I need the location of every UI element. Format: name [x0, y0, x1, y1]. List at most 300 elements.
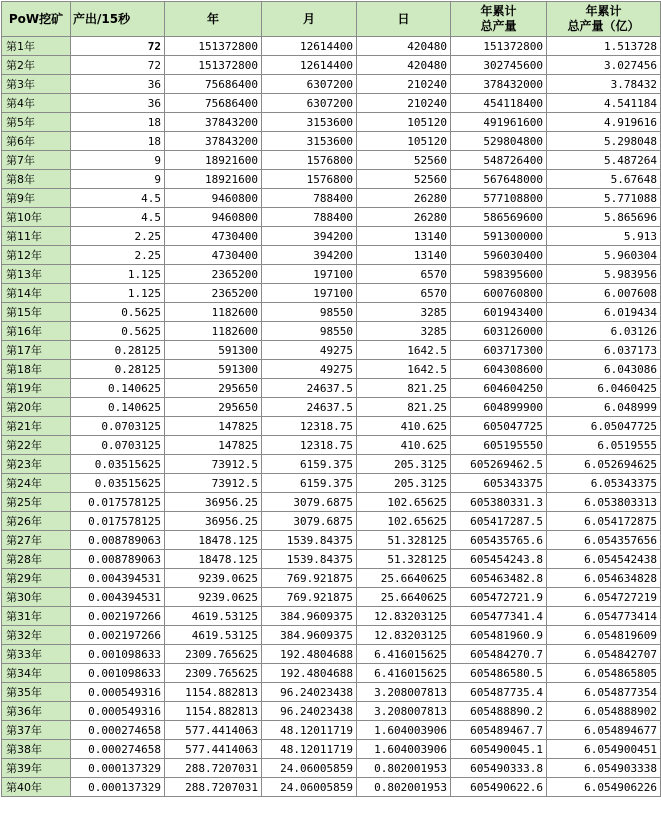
monthly-output-cell: 24637.5 — [262, 398, 357, 417]
output-per-15s-cell: 9 — [71, 151, 165, 170]
output-per-15s-cell: 0.004394531 — [71, 588, 165, 607]
daily-output-cell: 102.65625 — [357, 512, 451, 531]
cumulative-total-yi-cell: 6.0460425 — [547, 379, 661, 398]
daily-output-cell: 26280 — [357, 208, 451, 227]
header-month: 月 — [262, 2, 357, 37]
yearly-output-cell: 18921600 — [165, 170, 262, 189]
table-row — [2, 588, 661, 607]
cumulative-total-cell: 605490622.6 — [451, 778, 547, 797]
cumulative-total-yi-cell: 6.054727219 — [547, 588, 661, 607]
cumulative-total-cell: 598395600 — [451, 265, 547, 284]
cumulative-total-yi-cell: 5.960304 — [547, 246, 661, 265]
daily-output-cell: 105120 — [357, 132, 451, 151]
cumulative-total-cell: 603717300 — [451, 341, 547, 360]
cumulative-total-yi-cell: 5.913 — [547, 227, 661, 246]
cumulative-total-cell: 601943400 — [451, 303, 547, 322]
output-per-15s-cell: 0.000274658 — [71, 740, 165, 759]
cumulative-total-cell: 605488890.2 — [451, 702, 547, 721]
yearly-output-cell: 18921600 — [165, 151, 262, 170]
cumulative-total-yi-cell: 6.054894677 — [547, 721, 661, 740]
cumulative-total-cell: 605489467.7 — [451, 721, 547, 740]
yearly-output-cell: 591300 — [165, 341, 262, 360]
output-per-15s-cell: 2.25 — [71, 227, 165, 246]
output-per-15s-cell: 0.008789063 — [71, 550, 165, 569]
year-label-cell: 第32年 — [2, 626, 71, 645]
daily-output-cell: 3285 — [357, 322, 451, 341]
output-per-15s-cell: 0.28125 — [71, 341, 165, 360]
year-label-cell: 第37年 — [2, 721, 71, 740]
header-year: 年 — [165, 2, 262, 37]
daily-output-cell: 1.604003906 — [357, 740, 451, 759]
cumulative-total-cell: 586569600 — [451, 208, 547, 227]
daily-output-cell: 13140 — [357, 227, 451, 246]
table-header — [2, 2, 661, 37]
year-label-cell: 第7年 — [2, 151, 71, 170]
output-per-15s-cell: 0.0703125 — [71, 417, 165, 436]
monthly-output-cell: 3079.6875 — [262, 493, 357, 512]
table-row — [2, 550, 661, 569]
output-per-15s-cell: 72 — [71, 37, 165, 56]
cumulative-total-cell: 605477341.4 — [451, 607, 547, 626]
cumulative-total-yi-cell: 4.919616 — [547, 113, 661, 132]
daily-output-cell: 420480 — [357, 37, 451, 56]
daily-output-cell: 6.416015625 — [357, 645, 451, 664]
daily-output-cell: 105120 — [357, 113, 451, 132]
table-row — [2, 360, 661, 379]
daily-output-cell: 3.208007813 — [357, 702, 451, 721]
year-label-cell: 第3年 — [2, 75, 71, 94]
monthly-output-cell: 788400 — [262, 208, 357, 227]
year-label-cell: 第36年 — [2, 702, 71, 721]
daily-output-cell: 821.25 — [357, 379, 451, 398]
monthly-output-cell: 197100 — [262, 284, 357, 303]
table-row — [2, 493, 661, 512]
daily-output-cell: 1.604003906 — [357, 721, 451, 740]
monthly-output-cell: 24637.5 — [262, 379, 357, 398]
daily-output-cell: 52560 — [357, 170, 451, 189]
monthly-output-cell: 3153600 — [262, 113, 357, 132]
year-label-cell: 第11年 — [2, 227, 71, 246]
table-row — [2, 284, 661, 303]
table-row — [2, 227, 661, 246]
output-per-15s-cell: 36 — [71, 75, 165, 94]
yearly-output-cell: 1182600 — [165, 322, 262, 341]
monthly-output-cell: 769.921875 — [262, 588, 357, 607]
year-label-cell: 第18年 — [2, 360, 71, 379]
cumulative-total-cell: 605380331.3 — [451, 493, 547, 512]
output-per-15s-cell: 0.002197266 — [71, 607, 165, 626]
table-row — [2, 189, 661, 208]
year-label-cell: 第13年 — [2, 265, 71, 284]
cumulative-total-yi-cell: 5.487264 — [547, 151, 661, 170]
output-per-15s-cell: 0.002197266 — [71, 626, 165, 645]
table-row — [2, 170, 661, 189]
year-label-cell: 第12年 — [2, 246, 71, 265]
year-label-cell: 第9年 — [2, 189, 71, 208]
monthly-output-cell: 24.06005859 — [262, 759, 357, 778]
year-label-cell: 第21年 — [2, 417, 71, 436]
yearly-output-cell: 2365200 — [165, 265, 262, 284]
output-per-15s-cell: 4.5 — [71, 208, 165, 227]
table-row — [2, 379, 661, 398]
yearly-output-cell: 577.4414063 — [165, 721, 262, 740]
output-per-15s-cell: 0.5625 — [71, 322, 165, 341]
yearly-output-cell: 295650 — [165, 398, 262, 417]
cumulative-total-cell: 567648000 — [451, 170, 547, 189]
header-cumulative-yi-line2: 总产量（亿） — [567, 19, 640, 33]
daily-output-cell: 205.3125 — [357, 455, 451, 474]
monthly-output-cell: 6307200 — [262, 75, 357, 94]
cumulative-total-cell: 491961600 — [451, 113, 547, 132]
year-label-cell: 第35年 — [2, 683, 71, 702]
year-label-cell: 第10年 — [2, 208, 71, 227]
cumulative-total-cell: 603126000 — [451, 322, 547, 341]
table-row — [2, 721, 661, 740]
pow-mining-table — [1, 1, 661, 797]
table-row — [2, 569, 661, 588]
cumulative-total-cell: 604899900 — [451, 398, 547, 417]
cumulative-total-cell: 605454243.8 — [451, 550, 547, 569]
monthly-output-cell: 6159.375 — [262, 455, 357, 474]
table-row — [2, 626, 661, 645]
yearly-output-cell: 36956.25 — [165, 512, 262, 531]
table-row — [2, 398, 661, 417]
yearly-output-cell: 75686400 — [165, 75, 262, 94]
monthly-output-cell: 49275 — [262, 341, 357, 360]
cumulative-total-yi-cell: 5.983956 — [547, 265, 661, 284]
daily-output-cell: 3.208007813 — [357, 683, 451, 702]
table-row — [2, 56, 661, 75]
output-per-15s-cell: 0.140625 — [71, 379, 165, 398]
cumulative-total-yi-cell: 6.054865805 — [547, 664, 661, 683]
table-row — [2, 341, 661, 360]
yearly-output-cell: 18478.125 — [165, 531, 262, 550]
daily-output-cell: 25.6640625 — [357, 569, 451, 588]
output-per-15s-cell: 1.125 — [71, 265, 165, 284]
cumulative-total-yi-cell: 6.054819609 — [547, 626, 661, 645]
header-cumulative-line2: 总产量 — [480, 19, 517, 33]
monthly-output-cell: 12614400 — [262, 56, 357, 75]
cumulative-total-cell: 605195550 — [451, 436, 547, 455]
cumulative-total-yi-cell: 6.05343375 — [547, 474, 661, 493]
monthly-output-cell: 24.06005859 — [262, 778, 357, 797]
yearly-output-cell: 75686400 — [165, 94, 262, 113]
output-per-15s-cell: 0.28125 — [71, 360, 165, 379]
output-per-15s-cell: 0.001098633 — [71, 664, 165, 683]
table-row — [2, 531, 661, 550]
cumulative-total-cell: 600760800 — [451, 284, 547, 303]
daily-output-cell: 12.83203125 — [357, 607, 451, 626]
yearly-output-cell: 577.4414063 — [165, 740, 262, 759]
output-per-15s-cell: 36 — [71, 94, 165, 113]
cumulative-total-yi-cell: 6.054903338 — [547, 759, 661, 778]
daily-output-cell: 205.3125 — [357, 474, 451, 493]
table-row — [2, 512, 661, 531]
output-per-15s-cell: 72 — [71, 56, 165, 75]
year-label-cell: 第34年 — [2, 664, 71, 683]
cumulative-total-cell: 454118400 — [451, 94, 547, 113]
yearly-output-cell: 1154.882813 — [165, 702, 262, 721]
output-per-15s-cell: 9 — [71, 170, 165, 189]
output-per-15s-cell: 1.125 — [71, 284, 165, 303]
header-cumulative-yi-line1: 年累计 — [585, 4, 622, 18]
year-label-cell: 第25年 — [2, 493, 71, 512]
year-label-cell: 第38年 — [2, 740, 71, 759]
daily-output-cell: 12.83203125 — [357, 626, 451, 645]
table-row — [2, 474, 661, 493]
yearly-output-cell: 9460800 — [165, 189, 262, 208]
cumulative-total-cell: 605486580.5 — [451, 664, 547, 683]
year-label-cell: 第5年 — [2, 113, 71, 132]
monthly-output-cell: 6307200 — [262, 94, 357, 113]
monthly-output-cell: 98550 — [262, 322, 357, 341]
daily-output-cell: 0.802001953 — [357, 778, 451, 797]
daily-output-cell: 210240 — [357, 75, 451, 94]
daily-output-cell: 6570 — [357, 265, 451, 284]
cumulative-total-cell: 605490333.8 — [451, 759, 547, 778]
year-label-cell: 第26年 — [2, 512, 71, 531]
cumulative-total-yi-cell: 6.03126 — [547, 322, 661, 341]
cumulative-total-yi-cell: 6.054542438 — [547, 550, 661, 569]
cumulative-total-cell: 605481960.9 — [451, 626, 547, 645]
header-day: 日 — [357, 2, 451, 37]
cumulative-total-cell: 604604250 — [451, 379, 547, 398]
cumulative-total-cell: 605484270.7 — [451, 645, 547, 664]
table-row — [2, 645, 661, 664]
monthly-output-cell: 12614400 — [262, 37, 357, 56]
daily-output-cell: 3285 — [357, 303, 451, 322]
cumulative-total-yi-cell: 6.052694625 — [547, 455, 661, 474]
table-row — [2, 132, 661, 151]
yearly-output-cell: 288.7207031 — [165, 778, 262, 797]
yearly-output-cell: 591300 — [165, 360, 262, 379]
cumulative-total-cell: 605047725 — [451, 417, 547, 436]
table-row — [2, 664, 661, 683]
daily-output-cell: 52560 — [357, 151, 451, 170]
cumulative-total-yi-cell: 6.019434 — [547, 303, 661, 322]
yearly-output-cell: 36956.25 — [165, 493, 262, 512]
daily-output-cell: 0.802001953 — [357, 759, 451, 778]
year-label-cell: 第8年 — [2, 170, 71, 189]
cumulative-total-cell: 605472721.9 — [451, 588, 547, 607]
yearly-output-cell: 2365200 — [165, 284, 262, 303]
monthly-output-cell: 49275 — [262, 360, 357, 379]
cumulative-total-cell: 605343375 — [451, 474, 547, 493]
table-row — [2, 607, 661, 626]
monthly-output-cell: 96.24023438 — [262, 702, 357, 721]
cumulative-total-cell: 591300000 — [451, 227, 547, 246]
year-label-cell: 第2年 — [2, 56, 71, 75]
header-cumulative-line1: 年累计 — [480, 4, 517, 18]
yearly-output-cell: 18478.125 — [165, 550, 262, 569]
cumulative-total-yi-cell: 3.78432 — [547, 75, 661, 94]
year-label-cell: 第1年 — [2, 37, 71, 56]
cumulative-total-yi-cell: 6.043086 — [547, 360, 661, 379]
daily-output-cell: 1642.5 — [357, 360, 451, 379]
output-per-15s-cell: 0.140625 — [71, 398, 165, 417]
year-label-cell: 第33年 — [2, 645, 71, 664]
monthly-output-cell: 788400 — [262, 189, 357, 208]
yearly-output-cell: 73912.5 — [165, 455, 262, 474]
output-per-15s-cell: 0.017578125 — [71, 493, 165, 512]
table-row — [2, 455, 661, 474]
output-per-15s-cell: 0.000549316 — [71, 683, 165, 702]
monthly-output-cell: 192.4804688 — [262, 645, 357, 664]
daily-output-cell: 26280 — [357, 189, 451, 208]
yearly-output-cell: 2309.765625 — [165, 645, 262, 664]
cumulative-total-yi-cell: 5.865696 — [547, 208, 661, 227]
daily-output-cell: 51.328125 — [357, 531, 451, 550]
monthly-output-cell: 197100 — [262, 265, 357, 284]
monthly-output-cell: 1576800 — [262, 151, 357, 170]
year-label-cell: 第22年 — [2, 436, 71, 455]
year-label-cell: 第17年 — [2, 341, 71, 360]
cumulative-total-cell: 529804800 — [451, 132, 547, 151]
yearly-output-cell: 9239.0625 — [165, 569, 262, 588]
table-row — [2, 778, 661, 797]
year-label-cell: 第40年 — [2, 778, 71, 797]
output-per-15s-cell: 18 — [71, 132, 165, 151]
daily-output-cell: 6.416015625 — [357, 664, 451, 683]
year-label-cell: 第15年 — [2, 303, 71, 322]
yearly-output-cell: 1154.882813 — [165, 683, 262, 702]
monthly-output-cell: 48.12011719 — [262, 721, 357, 740]
header-cumulative-total-yi — [547, 2, 661, 37]
year-label-cell: 第24年 — [2, 474, 71, 493]
monthly-output-cell: 192.4804688 — [262, 664, 357, 683]
monthly-output-cell: 48.12011719 — [262, 740, 357, 759]
table-row — [2, 759, 661, 778]
year-label-cell: 第14年 — [2, 284, 71, 303]
cumulative-total-yi-cell: 6.054773414 — [547, 607, 661, 626]
cumulative-total-yi-cell: 6.048999 — [547, 398, 661, 417]
cumulative-total-cell: 302745600 — [451, 56, 547, 75]
monthly-output-cell: 6159.375 — [262, 474, 357, 493]
yearly-output-cell: 73912.5 — [165, 474, 262, 493]
year-label-cell: 第39年 — [2, 759, 71, 778]
cumulative-total-yi-cell: 6.054888902 — [547, 702, 661, 721]
table-body — [2, 37, 661, 797]
table-row — [2, 208, 661, 227]
table-row — [2, 702, 661, 721]
output-per-15s-cell: 0.03515625 — [71, 474, 165, 493]
output-per-15s-cell: 0.000137329 — [71, 759, 165, 778]
cumulative-total-cell: 596030400 — [451, 246, 547, 265]
cumulative-total-cell: 151372800 — [451, 37, 547, 56]
header-row — [2, 2, 661, 37]
cumulative-total-cell: 605463482.8 — [451, 569, 547, 588]
yearly-output-cell: 151372800 — [165, 37, 262, 56]
table-row — [2, 417, 661, 436]
daily-output-cell: 51.328125 — [357, 550, 451, 569]
cumulative-total-yi-cell: 6.05047725 — [547, 417, 661, 436]
header-pow-mining: PoW挖矿 — [2, 2, 71, 37]
header-output-per-15s: 产出/15秒 — [71, 2, 165, 37]
cumulative-total-yi-cell: 6.054877354 — [547, 683, 661, 702]
monthly-output-cell: 384.9609375 — [262, 626, 357, 645]
output-per-15s-cell: 0.5625 — [71, 303, 165, 322]
yearly-output-cell: 9239.0625 — [165, 588, 262, 607]
monthly-output-cell: 98550 — [262, 303, 357, 322]
cumulative-total-yi-cell: 5.67648 — [547, 170, 661, 189]
cumulative-total-yi-cell: 6.054172875 — [547, 512, 661, 531]
table-row — [2, 265, 661, 284]
monthly-output-cell: 3153600 — [262, 132, 357, 151]
cumulative-total-yi-cell: 6.037173 — [547, 341, 661, 360]
year-label-cell: 第6年 — [2, 132, 71, 151]
table-row — [2, 303, 661, 322]
yearly-output-cell: 147825 — [165, 436, 262, 455]
monthly-output-cell: 1539.84375 — [262, 531, 357, 550]
cumulative-total-yi-cell: 6.0519555 — [547, 436, 661, 455]
year-label-cell: 第31年 — [2, 607, 71, 626]
daily-output-cell: 102.65625 — [357, 493, 451, 512]
output-per-15s-cell: 0.008789063 — [71, 531, 165, 550]
table-row — [2, 37, 661, 56]
yearly-output-cell: 4730400 — [165, 227, 262, 246]
daily-output-cell: 13140 — [357, 246, 451, 265]
daily-output-cell: 410.625 — [357, 417, 451, 436]
table-row — [2, 683, 661, 702]
table-row — [2, 322, 661, 341]
cumulative-total-yi-cell: 6.053803313 — [547, 493, 661, 512]
yearly-output-cell: 2309.765625 — [165, 664, 262, 683]
cumulative-total-yi-cell: 6.007608 — [547, 284, 661, 303]
cumulative-total-cell: 548726400 — [451, 151, 547, 170]
year-label-cell: 第20年 — [2, 398, 71, 417]
monthly-output-cell: 769.921875 — [262, 569, 357, 588]
cumulative-total-yi-cell: 6.054842707 — [547, 645, 661, 664]
yearly-output-cell: 4730400 — [165, 246, 262, 265]
table-row — [2, 94, 661, 113]
cumulative-total-yi-cell: 6.054357656 — [547, 531, 661, 550]
cumulative-total-cell: 604308600 — [451, 360, 547, 379]
cumulative-total-yi-cell: 3.027456 — [547, 56, 661, 75]
monthly-output-cell: 3079.6875 — [262, 512, 357, 531]
output-per-15s-cell: 0.000274658 — [71, 721, 165, 740]
output-per-15s-cell: 0.004394531 — [71, 569, 165, 588]
output-per-15s-cell: 4.5 — [71, 189, 165, 208]
table-row — [2, 75, 661, 94]
cumulative-total-yi-cell: 1.513728 — [547, 37, 661, 56]
output-per-15s-cell: 0.017578125 — [71, 512, 165, 531]
cumulative-total-cell: 605417287.5 — [451, 512, 547, 531]
output-per-15s-cell: 0.000137329 — [71, 778, 165, 797]
cumulative-total-yi-cell: 5.298048 — [547, 132, 661, 151]
table-row — [2, 151, 661, 170]
yearly-output-cell: 151372800 — [165, 56, 262, 75]
daily-output-cell: 821.25 — [357, 398, 451, 417]
cumulative-total-cell: 605490045.1 — [451, 740, 547, 759]
daily-output-cell: 6570 — [357, 284, 451, 303]
monthly-output-cell: 394200 — [262, 246, 357, 265]
monthly-output-cell: 12318.75 — [262, 417, 357, 436]
cumulative-total-cell: 378432000 — [451, 75, 547, 94]
daily-output-cell: 210240 — [357, 94, 451, 113]
output-per-15s-cell: 0.03515625 — [71, 455, 165, 474]
table-row — [2, 246, 661, 265]
monthly-output-cell: 1576800 — [262, 170, 357, 189]
yearly-output-cell: 1182600 — [165, 303, 262, 322]
output-per-15s-cell: 2.25 — [71, 246, 165, 265]
monthly-output-cell: 12318.75 — [262, 436, 357, 455]
yearly-output-cell: 9460800 — [165, 208, 262, 227]
cumulative-total-yi-cell: 6.054634828 — [547, 569, 661, 588]
monthly-output-cell: 1539.84375 — [262, 550, 357, 569]
year-label-cell: 第28年 — [2, 550, 71, 569]
monthly-output-cell: 96.24023438 — [262, 683, 357, 702]
year-label-cell: 第29年 — [2, 569, 71, 588]
